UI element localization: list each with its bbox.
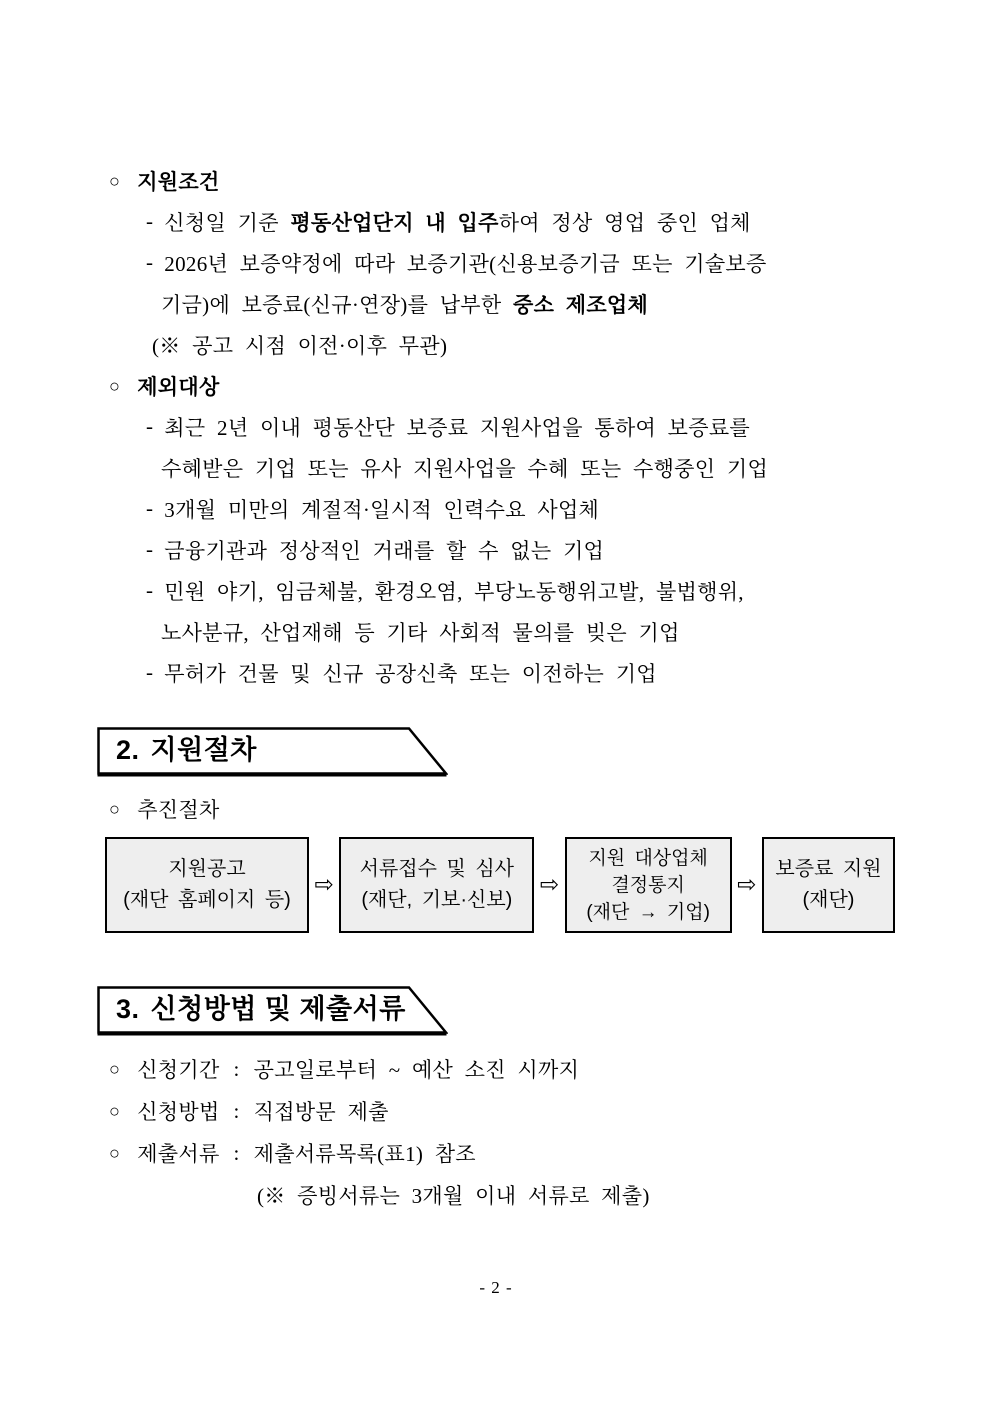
section-header-procedure [97,727,448,777]
eligibility-section [97,160,768,693]
bullet-item-documents [97,1132,650,1174]
circle-bullet-icon: ○ [109,375,121,396]
sub-item-text: 기금)에 보증료(신규·연장)를 납부한 중소 제조업체 [161,292,649,317]
section-header-application [97,986,448,1036]
item-value: 공고일로부터 ~ 예산 소진 시까지 [253,1058,580,1082]
item-label: 신청기간 [137,1058,220,1082]
flow-step-line: 지원 대상업체 [588,847,708,869]
circle-bullet-icon: ○ [109,170,121,191]
section-title-text: 지원절차 [150,735,257,765]
bullet-item-exclusions [97,365,768,406]
flow-arrow-icon: ⇨ [539,872,560,898]
flow-step-line: 지원공고 [168,858,246,880]
sub-item-text: 수혜받은 기업 또는 유사 지원사업을 수혜 또는 수행중인 기업 [161,456,769,481]
item-value: 제출서류목록(표1) 참조 [253,1142,476,1166]
item-colon: : [233,1140,240,1165]
bullet-item-period [97,1048,650,1090]
dash-bullet: - [146,660,154,684]
flow-step-line: 결정통지 [611,874,685,896]
sub-item-text: 신청일 기준 평동산업단지 내 입주하여 정상 영업 중인 업체 [164,210,751,235]
section-title [116,986,406,1033]
sub-item-text: 민원 야기, 임금체불, 환경오염, 부당노동행위고발, 불법행위, [164,579,744,604]
dash-bullet: - [146,414,154,438]
flow-arrow-icon: ⇨ [737,872,757,898]
reference-note [97,1174,650,1216]
dash-bullet: - [146,578,154,602]
flow-step-line: (재단 홈페이지 등) [123,889,291,911]
circle-bullet-icon: ○ [109,1143,121,1163]
dash-bullet: - [146,209,154,233]
dash-bullet: - [146,250,154,274]
flow-step-review [339,837,534,933]
reference-note [97,324,768,365]
sub-item [97,652,768,693]
application-section [97,1048,650,1216]
sub-item [97,570,768,611]
sub-item-text: 금융기관과 정상적인 거래를 할 수 없는 기업 [164,538,605,563]
page-number: - 2 - [479,1278,513,1297]
bullet-heading: 추진절차 [137,798,220,822]
sub-item-continuation [97,283,768,324]
flow-step-line: 서류접수 및 심사 [359,858,514,880]
flow-step-notice [565,837,732,933]
flow-step-support [762,837,895,933]
sub-item [97,488,768,529]
flow-step-line: (재단, 기보·신보) [361,889,513,911]
flow-step-line: 보증료 지원 [775,858,882,880]
flow-step-line: (재단) [802,889,855,911]
sub-item-text: 최근 2년 이내 평동산단 보증료 지원사업을 통하여 보증료를 [164,415,751,440]
procedure-subsection [97,789,220,829]
flow-step-line: (재단 → 기업) [586,901,710,923]
circle-bullet-icon: ○ [109,1101,121,1121]
note-text: (※ 공고 시점 이전·이후 무관) [152,333,448,358]
circle-bullet-icon: ○ [109,1059,121,1079]
section-title-text: 신청방법 및 제출서류 [150,994,406,1024]
bullet-item-method [97,1090,650,1132]
sub-item-continuation [97,447,768,488]
sub-item-text: 3개월 미만의 계절적·일시적 인력수요 사업체 [164,497,600,522]
flow-arrow-icon: ⇨ [314,872,334,898]
sub-item [97,242,768,283]
circle-bullet-icon: ○ [109,799,121,819]
sub-item [97,529,768,570]
sub-item [97,406,768,447]
section-number: 2. [116,735,140,765]
bullet-item-support-conditions [97,160,768,201]
item-label: 신청방법 [137,1100,220,1124]
item-colon: : [233,1098,240,1123]
section-number: 3. [116,994,140,1024]
bullet-heading: 제외대상 [137,374,220,399]
section-title [116,727,257,774]
sub-item-text: 2026년 보증약정에 따라 보증기관(신용보증기금 또는 기술보증 [164,251,767,276]
dash-bullet: - [146,537,154,561]
item-colon: : [233,1056,240,1081]
note-text: (※ 증빙서류는 3개월 이내 서류로 제출) [257,1184,650,1208]
item-label: 제출서류 [137,1142,220,1166]
dash-bullet: - [146,496,154,520]
sub-item-text: 무허가 건물 및 신규 공장신축 또는 이전하는 기업 [164,661,657,686]
sub-item-continuation [97,611,768,652]
bullet-heading: 지원조건 [137,169,220,194]
item-value: 직접방문 제출 [253,1100,389,1124]
flow-step-announcement [105,837,309,933]
procedure-flow [105,837,895,933]
sub-item [97,201,768,242]
bullet-item-procedure [97,789,220,829]
sub-item-text: 노사분규, 산업재해 등 기타 사회적 물의를 빚은 기업 [161,620,680,645]
